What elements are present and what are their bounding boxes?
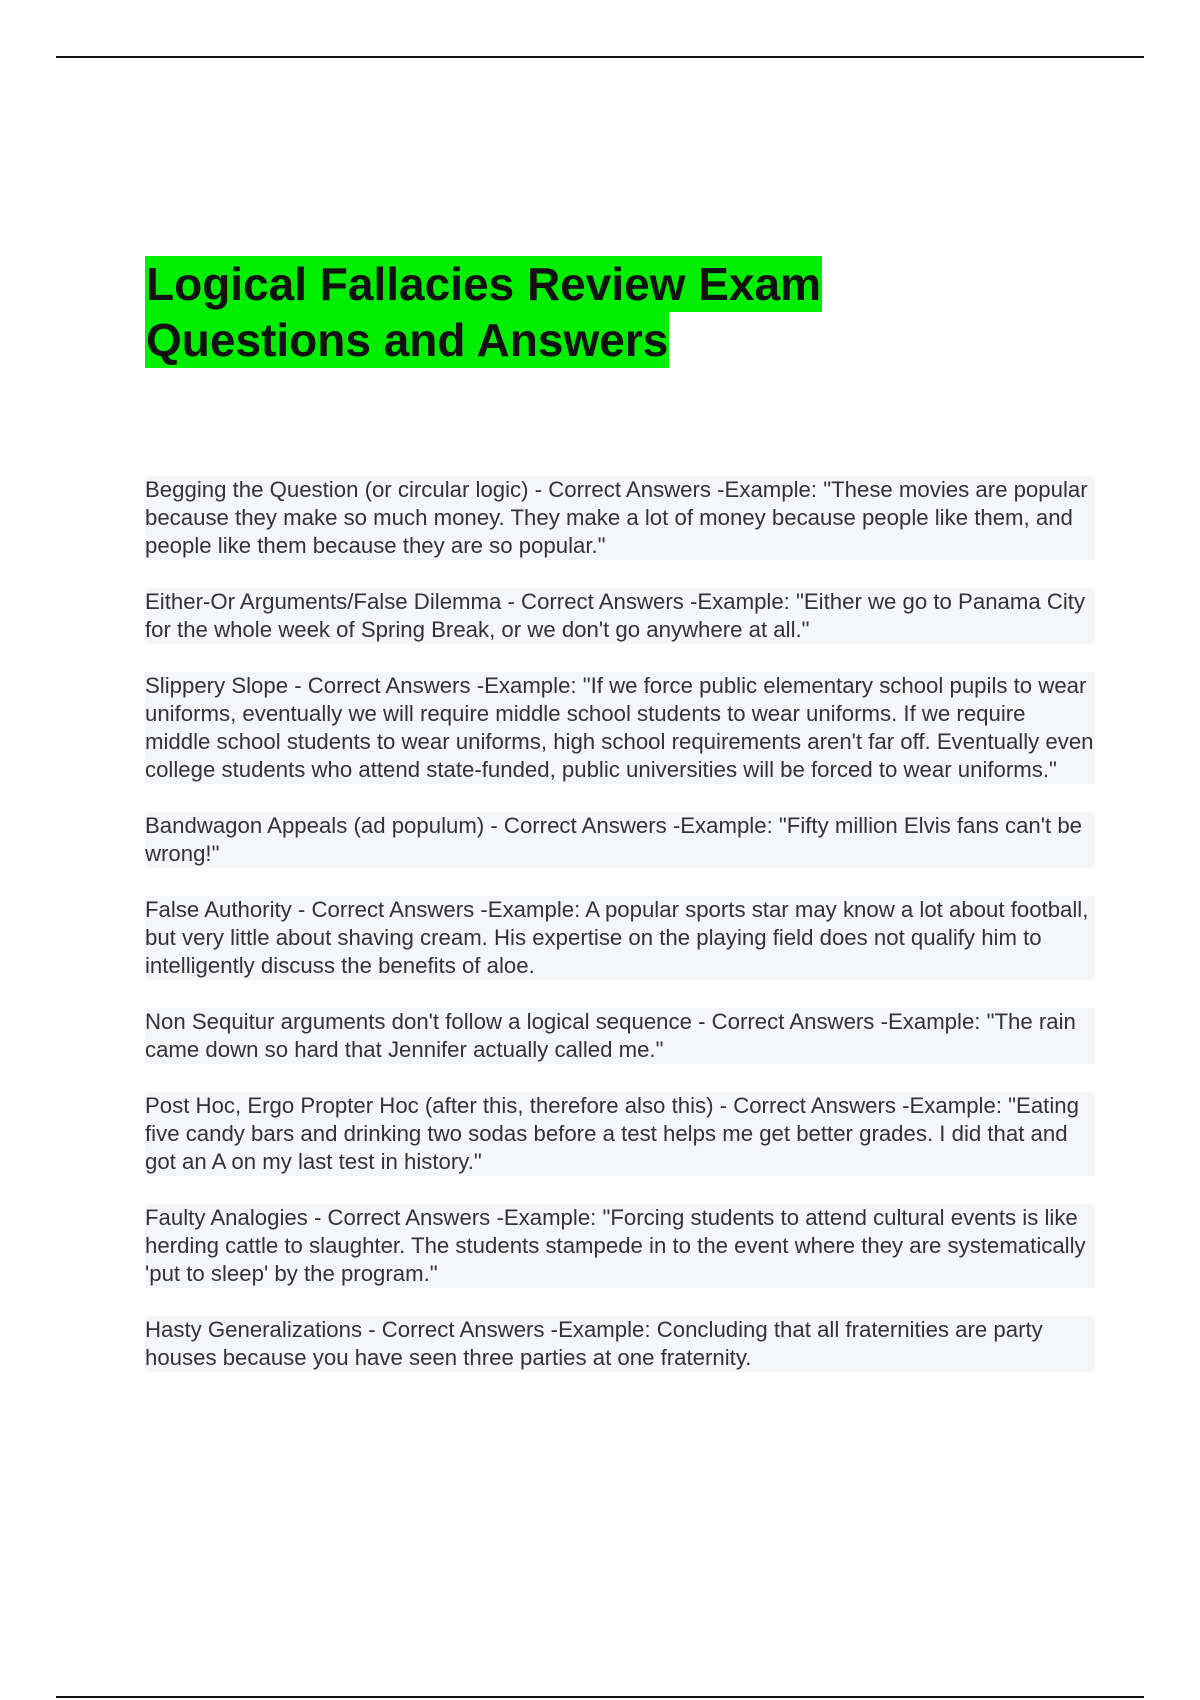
qa-item-post-hoc: Post Hoc, Ergo Propter Hoc (after this, therefore also this) - Correct Answers -Example: "Eating five candy bars and drinking two sodas before a test helps me get better grades. I did that and got an A on my last test in history." [145, 1092, 1095, 1176]
qa-item-false-authority: False Authority - Correct Answers -Example: A popular sports star may know a lot about football, but very little about shaving cream. His expertise on the playing field does not qualify him to intelligently discuss the benefits of aloe. [145, 896, 1095, 980]
page-title [145, 256, 865, 368]
qa-item-begging-the-question: Begging the Question (or circular logic) - Correct Answers -Example: "These movies are popular because they make so much money. They make a lot of money because people like them, and people like them because they are so popular." [145, 476, 1095, 560]
qa-item-hasty-generalizations: Hasty Generalizations - Correct Answers -Example: Concluding that all fraternities are party houses because you have seen three parties at one fraternity. [145, 1316, 1095, 1372]
title-line-1 [145, 256, 865, 312]
qa-list [145, 476, 1095, 1400]
title-highlight-2: Questions and Answers [146, 314, 669, 366]
qa-item-bandwagon: Bandwagon Appeals (ad populum) - Correct Answers -Example: "Fifty million Elvis fans can't be wrong!" [145, 812, 1095, 868]
qa-item-false-dilemma: Either-Or Arguments/False Dilemma - Correct Answers -Example: "Either we go to Panama City for the whole week of Spring Break, or we don't go anywhere at all." [145, 588, 1095, 644]
title-line-2 [145, 312, 865, 368]
qa-item-non-sequitur: Non Sequitur arguments don't follow a logical sequence - Correct Answers -Example: "The rain came down so hard that Jennifer actually called me." [145, 1008, 1095, 1064]
qa-item-faulty-analogies: Faulty Analogies - Correct Answers -Example: "Forcing students to attend cultural events is like herding cattle to slaughter. The students stampede in to the event where they are systematically 'put to sleep' by the program." [145, 1204, 1095, 1288]
qa-item-slippery-slope: Slippery Slope - Correct Answers -Example: "If we force public elementary school pupils to wear uniforms, eventually we will require middle school students to wear uniforms. If we require middle school students to wear uniforms, high school requirements aren't far off. Eventually even college students who attend state-funded, public universities will be forced to wear uniforms." [145, 673, 1094, 782]
title-highlight-1: Logical Fallacies Review Exam [146, 258, 821, 310]
top-divider [56, 56, 1144, 58]
bottom-divider [56, 1696, 1144, 1698]
